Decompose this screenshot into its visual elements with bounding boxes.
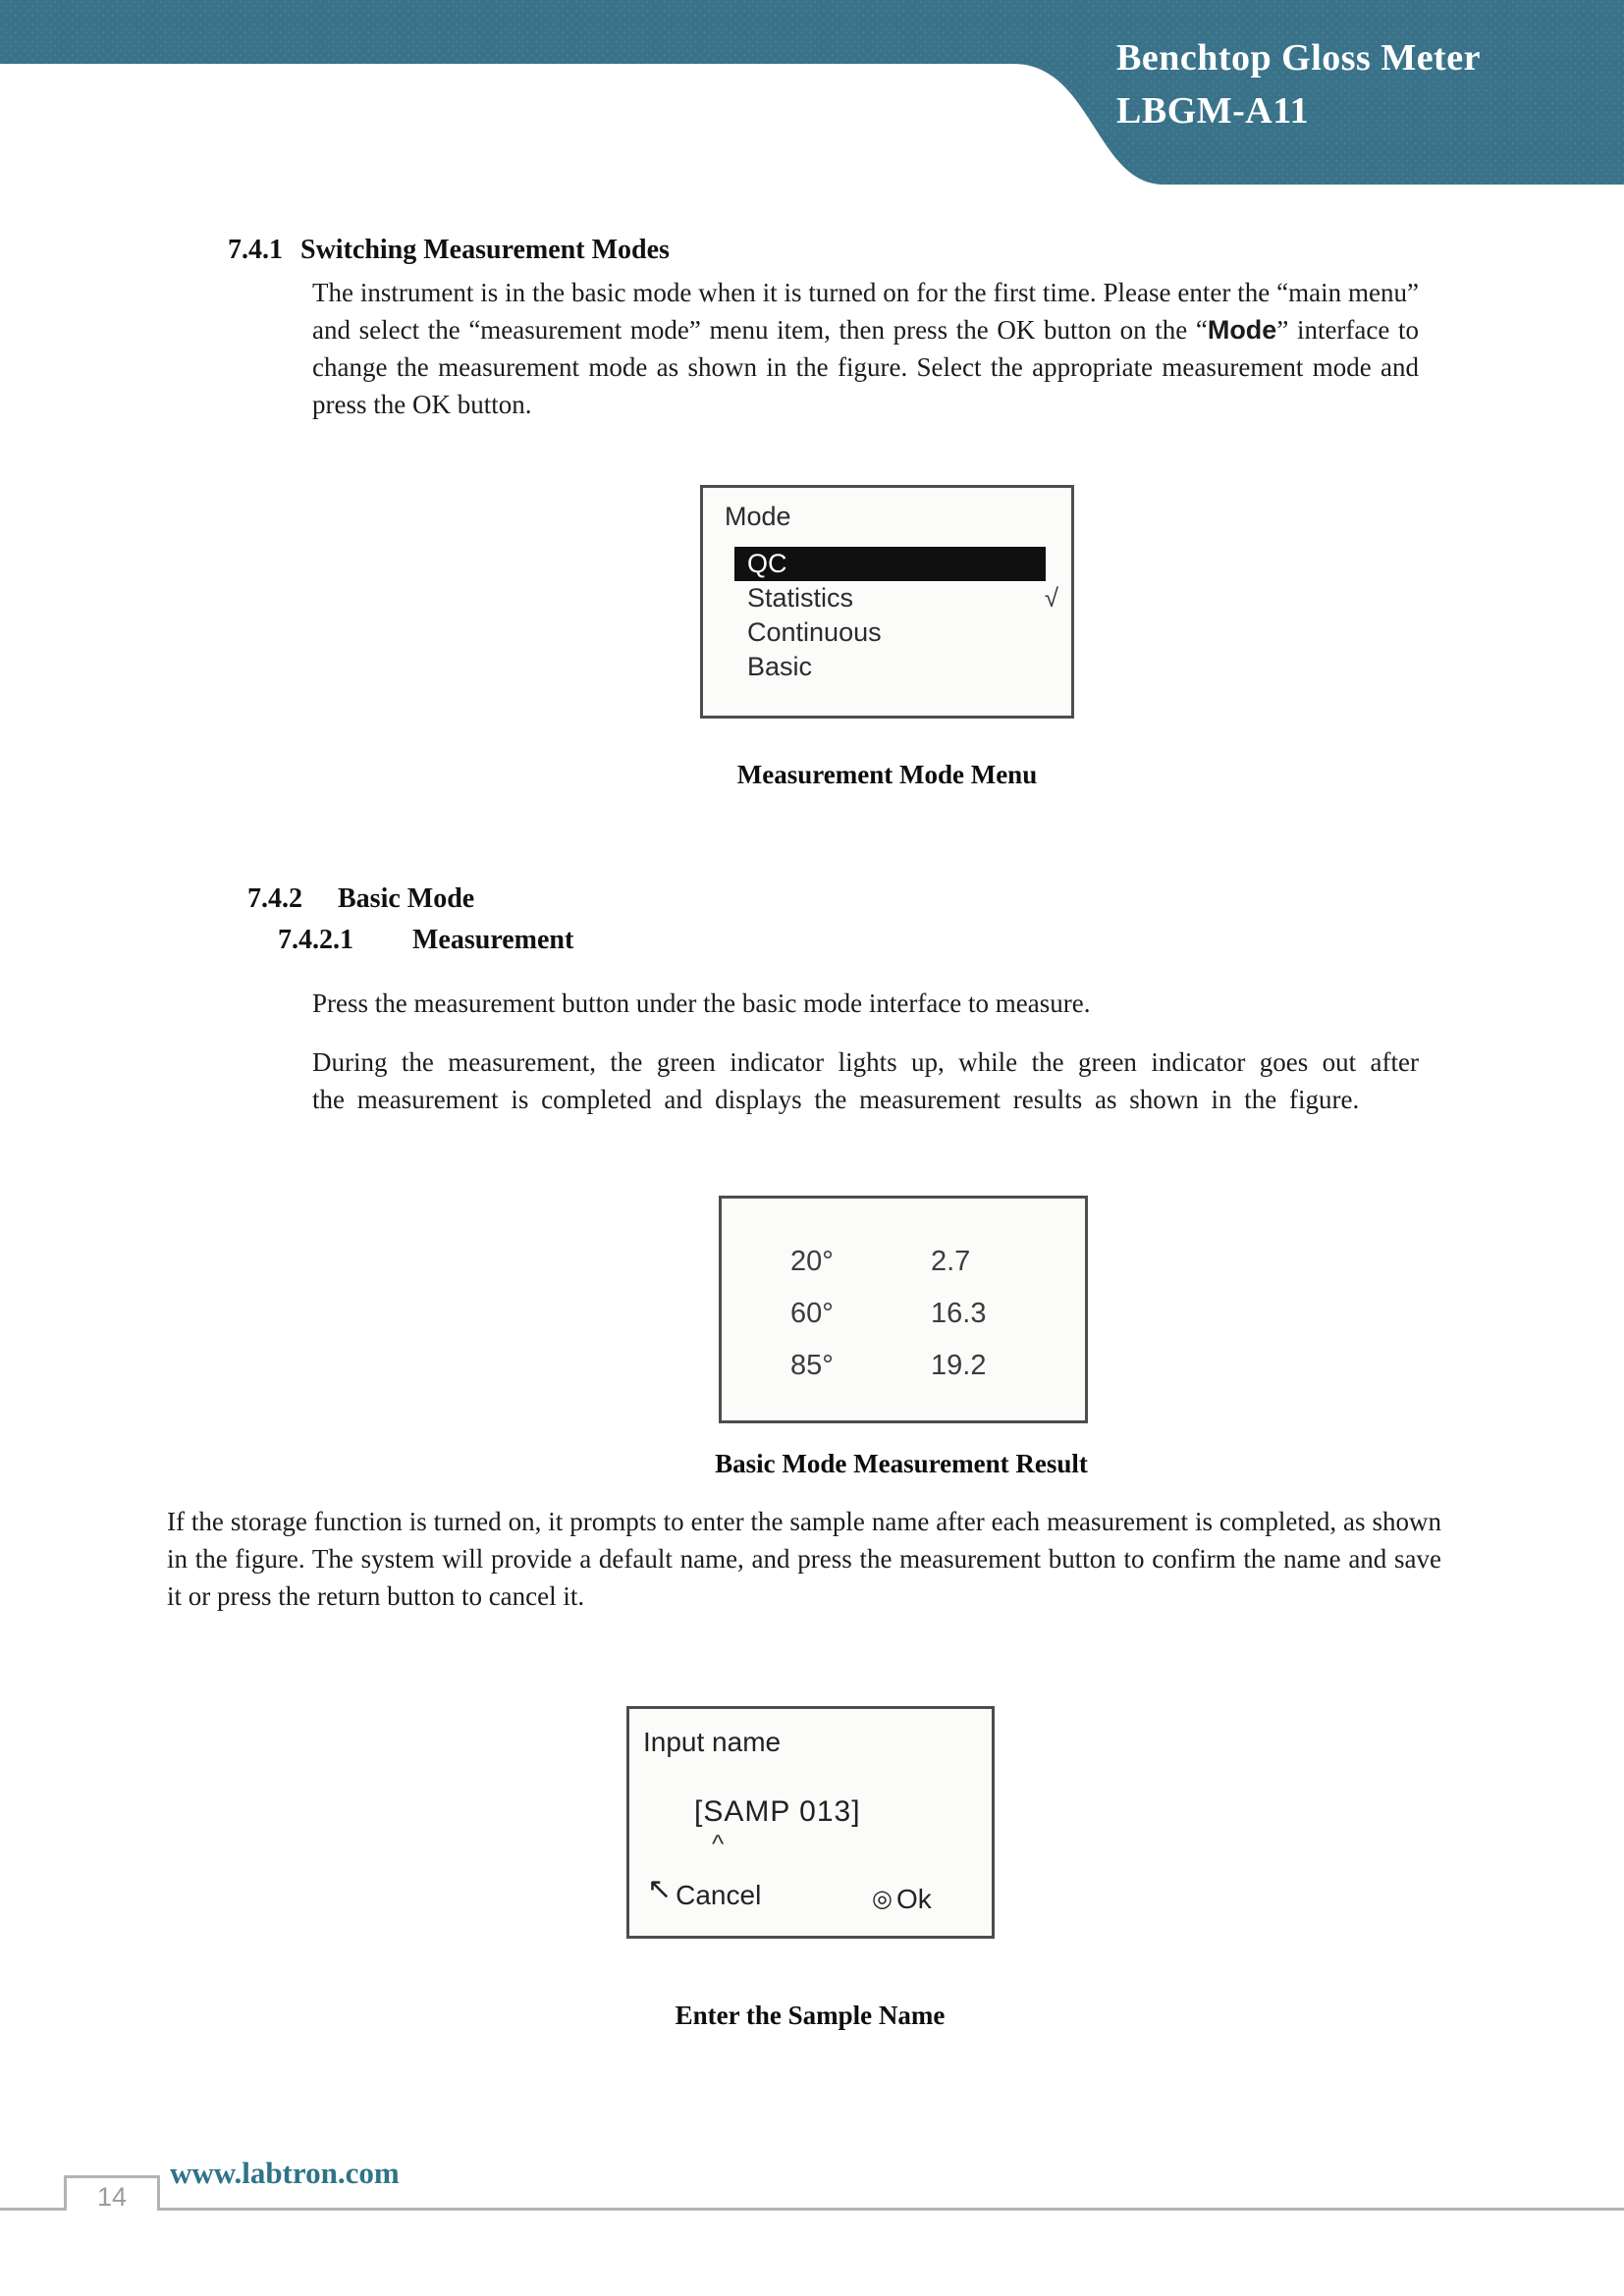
section-number: 7.4.2 [247,883,302,914]
menu-item-label: Continuous [747,617,882,647]
caret-icon: ^ [712,1829,725,1858]
back-arrow-icon: ↖ [647,1873,673,1905]
paragraph-bold-mode: Mode [1207,315,1277,345]
menu-item-label: Statistics [747,583,854,613]
document-title-line2: LBGM-A11 [1116,90,1310,132]
paragraph-text: The instrument is in the basic mode when it is turned on for the first time. Please enter the “main menu” and select the “measurement mode” menu item, then press the OK button on the “ [312,278,1419,345]
menu-item-label: QC [747,549,787,578]
ok-ring-icon: ◎ [872,1886,893,1912]
cancel-button [647,1873,762,1912]
paragraph-green-indicator: During the measurement, the green indicator lights up, while the green indicator goes out after the measurement is completed and displays the measurement results as shown in the figure. [312,1047,1419,1114]
result-row [722,1288,1085,1340]
paragraph-storage: If the storage function is turned on, it prompts to enter the sample name after each measurement is completed, as shown in the figure. The system will provide a default name, and press the measurement button to confirm the name and save it or press the return button to cancel it. [167,1507,1441,1611]
paragraph-switching-modes [312,274,1419,423]
section-title: Switching Measurement Modes [300,235,670,265]
sample-name-value: [SAMP 013] [694,1795,861,1828]
result-rows [722,1236,1085,1392]
menu-item-basic [734,650,1060,684]
page-number: 14 [96,2182,128,2212]
result-row [722,1236,1085,1288]
figure-result-screen [719,1196,1088,1423]
screen-title: Mode [725,502,791,531]
section-heading-7421 [278,925,573,956]
input-name-title: Input name [643,1727,782,1757]
website-link[interactable]: www.labtron.com [170,2156,400,2190]
checkmark-icon: √ [1044,583,1058,613]
ok-label: Ok [895,1884,932,1914]
result-row [722,1340,1085,1392]
result-angle: 85° [790,1350,834,1381]
result-angle: 60° [790,1298,834,1329]
section-number: 7.4.1 [228,235,283,265]
cancel-label: Cancel [676,1880,762,1910]
menu-item-qc [734,547,1046,581]
menu-item-continuous [734,615,1060,650]
document-title-line1: Benchtop Gloss Meter [1116,37,1481,79]
footer-divider [0,2208,1624,2211]
ok-button [872,1884,932,1915]
figure-caption-mode-menu: Measurement Mode Menu [736,760,1038,789]
section-heading-742 [247,883,474,915]
menu-item-label: Basic [747,652,813,681]
section-title: Measurement [412,925,574,955]
figure-caption-input-name: Enter the Sample Name [675,2001,946,2030]
result-value: 19.2 [931,1350,987,1381]
paragraph-press-measure: Press the measurement button under the basic mode interface to measure. [312,988,1091,1018]
result-value: 2.7 [931,1246,971,1277]
menu-item-statistics [734,581,1060,615]
section-title: Basic Mode [338,883,475,914]
paragraph-text: ” interface to change the measurement mode as shown in the figure. Select the appropriate measurement mode and press the OK button. [312,315,1419,419]
page-number-tab [64,2175,160,2211]
document-title [1116,31,1481,137]
section-heading-741 [228,235,670,266]
figure-input-name-screen [626,1706,995,1939]
result-value: 16.3 [931,1298,987,1329]
mode-menu-list [734,547,1060,684]
figure-mode-menu-screen [700,485,1074,719]
section-number: 7.4.2.1 [278,925,353,955]
result-angle: 20° [790,1246,834,1277]
figure-caption-result: Basic Mode Measurement Result [715,1449,1088,1478]
